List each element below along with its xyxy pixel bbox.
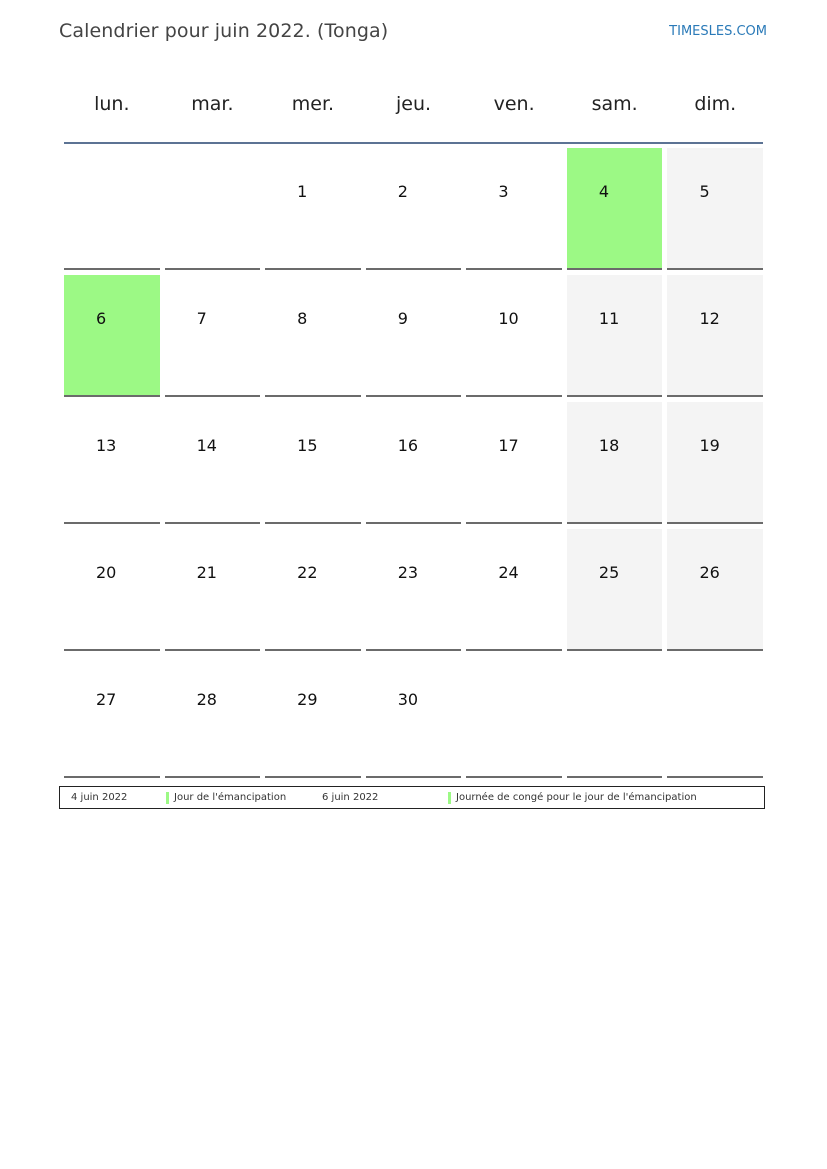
day-number: 19 [699,436,720,455]
day-cell [667,148,763,270]
day-number: 17 [498,436,519,455]
calendar-week-row [64,148,763,270]
brand-link[interactable]: TIMESLES.COM [669,24,767,39]
calendar-grid [64,80,763,778]
day-cell [165,529,261,651]
day-cell [567,275,663,397]
day-number: 5 [699,182,710,201]
empty-day-cell [64,148,160,270]
legend-holiday-swatch [448,792,451,804]
calendar-week-row [64,402,763,524]
day-number: 11 [598,309,620,328]
header-divider [64,142,763,144]
day-cell [64,402,160,524]
day-cell [265,402,361,524]
day-cell [366,529,462,651]
day-cell [165,656,261,778]
calendar-weeks [64,148,763,778]
weekday-label: ven. [493,93,535,115]
day-number: 9 [397,309,408,328]
calendar-week-row [64,656,763,778]
day-number: 3 [498,182,509,201]
day-number: 18 [598,436,620,455]
weekday-header [64,80,763,128]
day-cell [265,656,361,778]
day-number: 14 [196,436,217,455]
day-cell [366,402,462,524]
empty-day-cell [165,148,261,270]
weekday-label: dim. [694,93,737,115]
day-cell [667,275,763,397]
calendar-week-row [64,275,763,397]
day-number: 10 [498,309,519,328]
legend-holiday-swatch [166,792,169,804]
page-title: Calendrier pour juin 2022. (Tonga) [59,20,389,42]
empty-day-cell [466,656,562,778]
day-cell [265,148,361,270]
day-number: 7 [196,309,207,328]
day-cell [366,148,462,270]
day-cell [165,402,261,524]
day-cell [567,529,663,651]
legend-date: 4 juin 2022 [71,792,128,803]
day-number: 12 [699,309,720,328]
day-number: 30 [397,690,419,709]
legend-holiday-name: Jour de l'émancipation [174,792,287,803]
legend-holiday-name: Journée de congé pour le jour de l'émancipation [456,792,697,803]
day-number: 4 [598,182,610,201]
day-number: 2 [397,182,408,201]
day-number: 29 [297,690,318,709]
day-number: 24 [498,563,519,582]
day-number: 16 [397,436,419,455]
day-cell [567,148,663,270]
calendar-week-row [64,529,763,651]
day-cell [265,275,361,397]
day-number: 8 [297,309,308,328]
day-cell [466,402,562,524]
weekday-label: mer. [291,93,335,115]
weekday-label: mar. [191,93,234,115]
day-number: 28 [196,690,217,709]
day-cell [64,656,160,778]
day-number: 25 [598,563,620,582]
day-number: 22 [297,563,318,582]
day-number: 21 [196,563,217,582]
day-cell [64,529,160,651]
day-cell [667,529,763,651]
weekday-label: lun. [94,93,130,115]
day-number: 1 [297,182,308,201]
day-cell [466,148,562,270]
day-cell [366,656,462,778]
weekday-label: sam. [591,93,638,115]
day-cell [265,529,361,651]
day-number: 6 [96,309,107,328]
day-cell [667,402,763,524]
day-cell [567,402,663,524]
day-number: 26 [699,563,720,582]
legend-date: 6 juin 2022 [322,792,379,803]
day-cell [165,275,261,397]
day-cell [64,275,160,397]
holiday-legend [59,786,765,809]
day-cell [466,529,562,651]
day-number: 13 [96,436,117,455]
day-number: 23 [397,563,419,582]
weekday-label: jeu. [395,93,432,115]
day-number: 27 [96,690,117,709]
empty-day-cell [567,656,663,778]
day-cell [466,275,562,397]
empty-day-cell [667,656,763,778]
day-cell [366,275,462,397]
day-number: 20 [96,563,117,582]
day-number: 15 [297,436,318,455]
